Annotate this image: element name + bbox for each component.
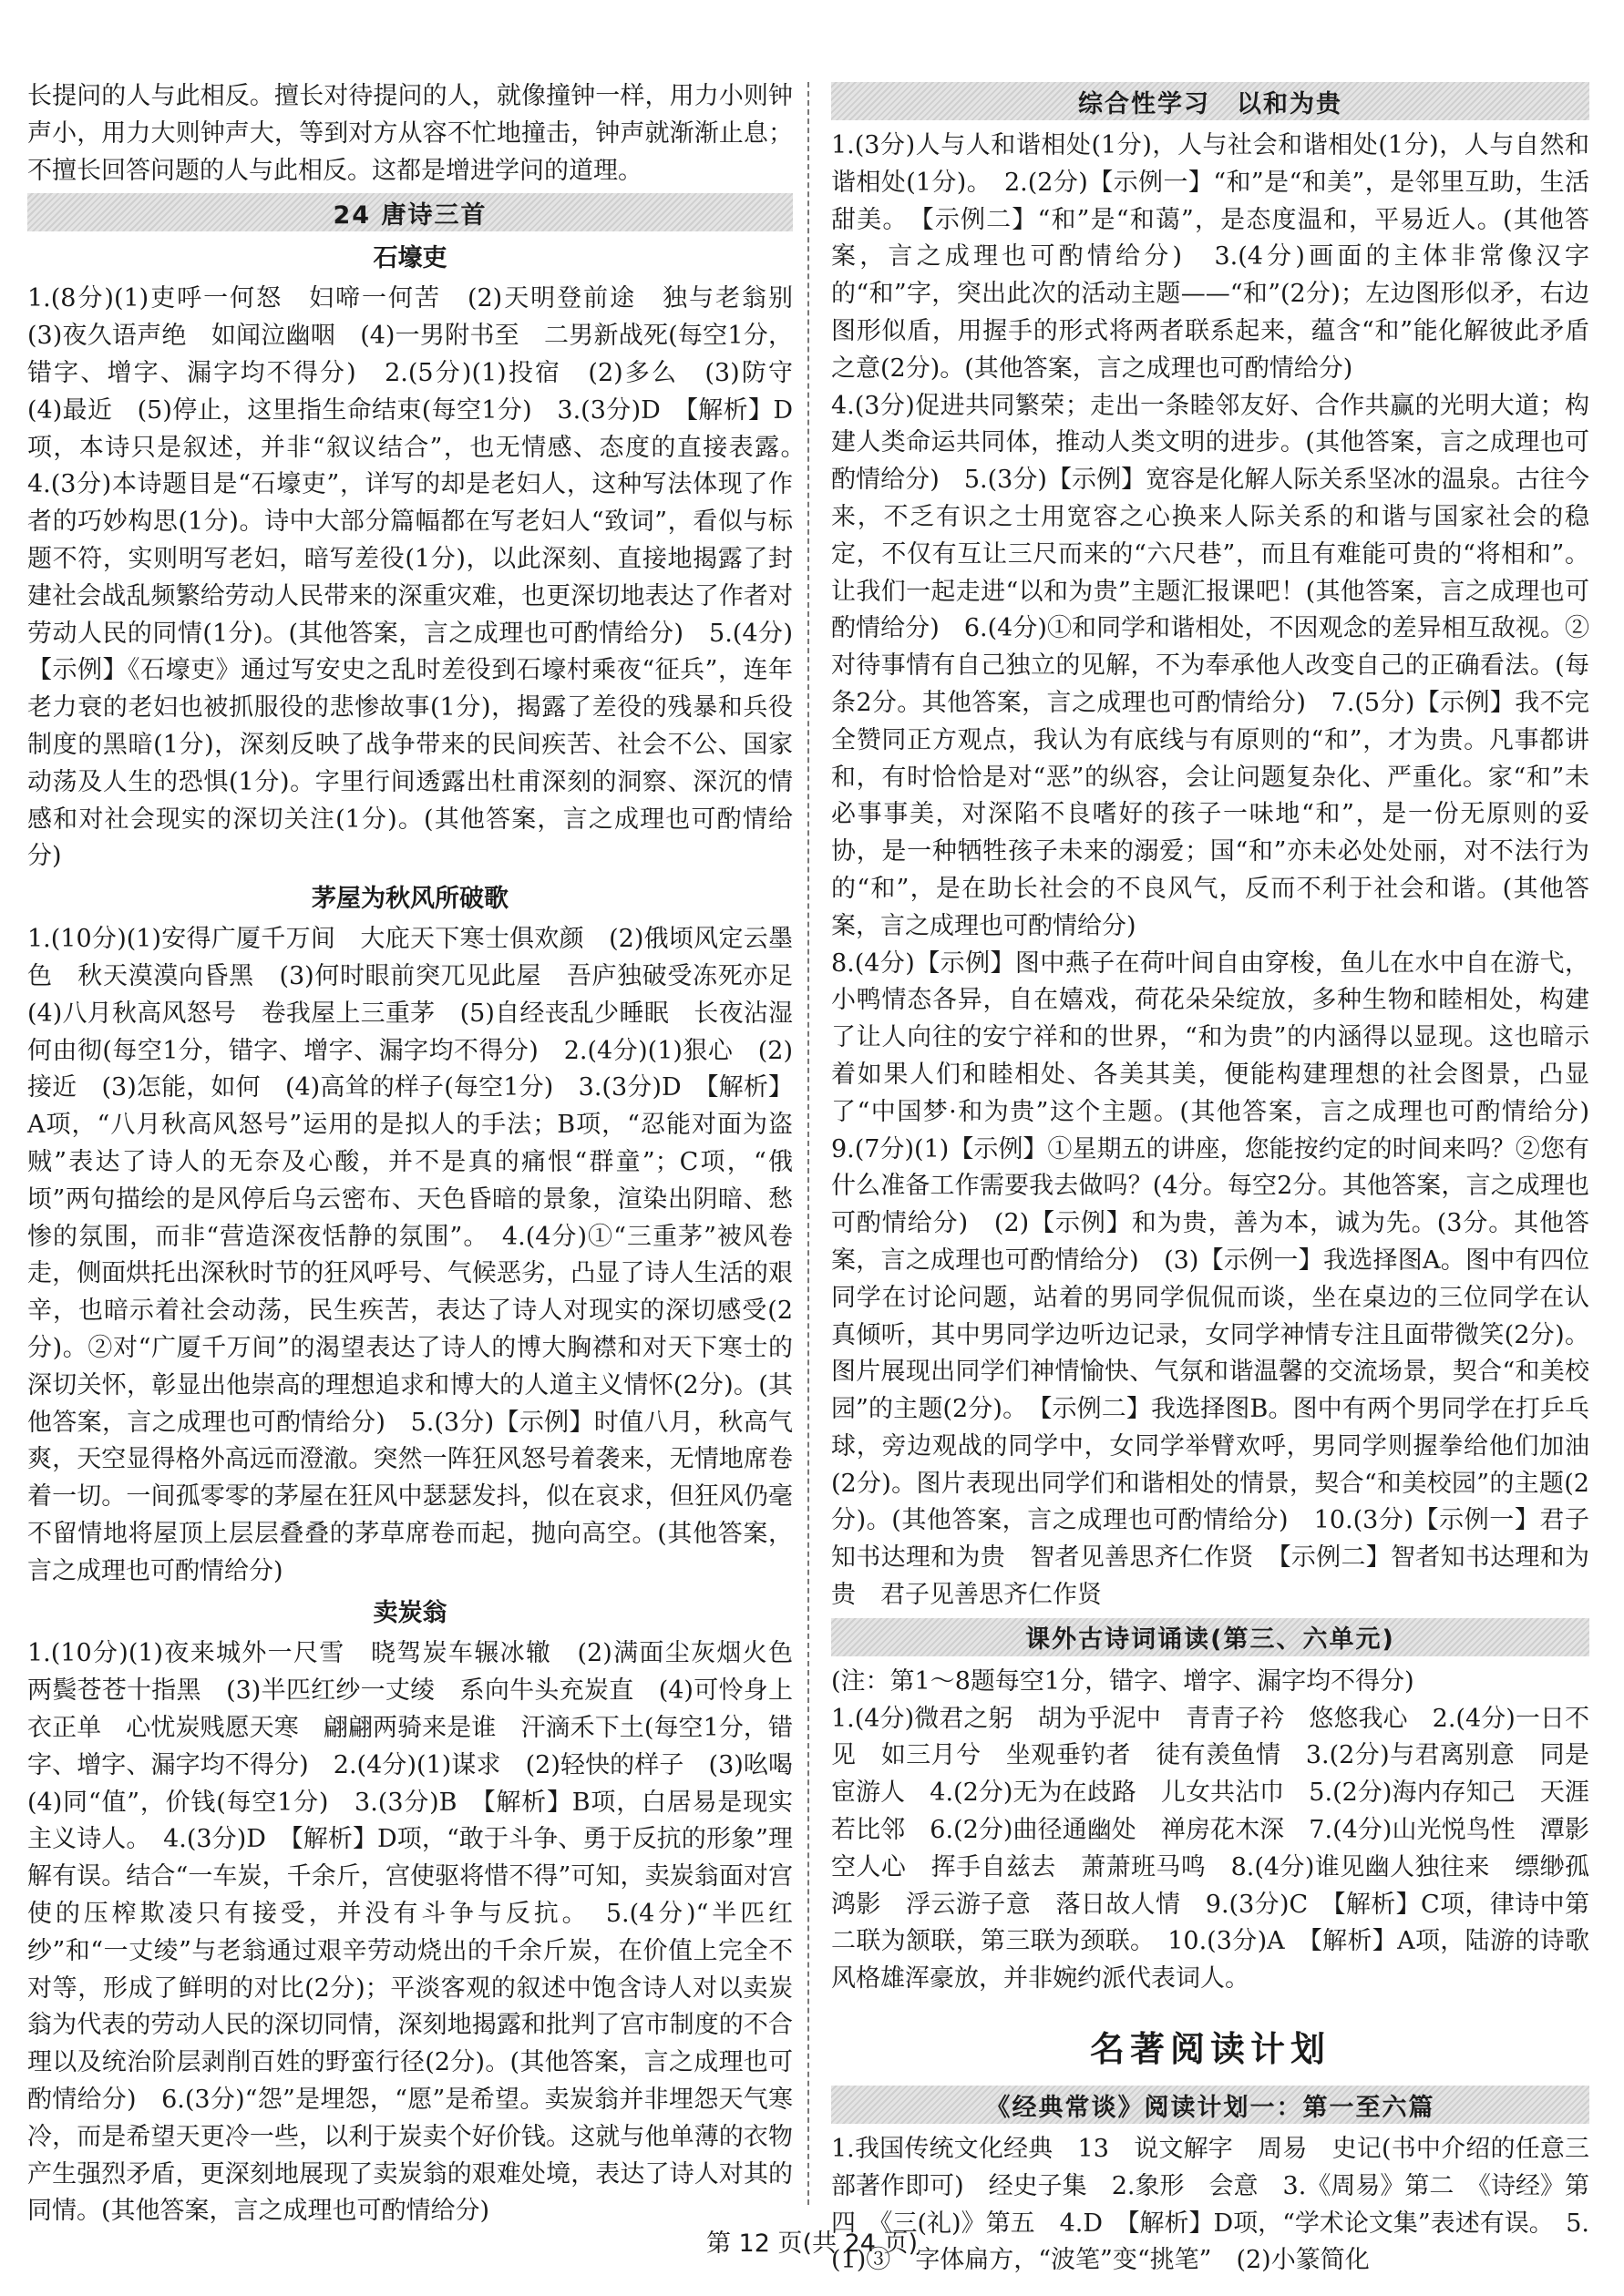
section-band-ancient-poems: 课外古诗词诵读(第三、六单元) [831, 1618, 1589, 1656]
page-number: 第 12 页(共 24 页) [705, 2229, 919, 2258]
section-band-tang-poems: 24 唐诗三首 [27, 193, 793, 231]
answers-ancient-poems: (注：第1～8题每空1分，错字、增字、漏字均不得分) 1.(4分)微君之躬 胡为乎泥中 青青子衿 悠悠我心 2.(4分)一日不见 如三月兮 坐观垂钓者 徒有羡鱼情 3.(2分)与君离别意 同是宦游人 4.(2分)无为在歧路 儿女共沾巾 5.(2分)海内存知己 天涯若比邻 6.(2分)曲径通幽处 禅房花木深 7.(4分)山光悦鸟性 潭影空人心 挥手自兹去 萧萧班马鸣 8.(4分)谁见幽人独往来 缥缈孤鸿影 浮云游子意 落日故人情 9.(3分)C 【解析】C项，律诗中第二联为颔联，第三联为颈联。 10.(3分)A 【解析】A项，陆游的诗歌风格雄浑豪放，并非婉约派代表词人。 [831, 1666, 1589, 1994]
subsection-title-maitanweng: 卖炭翁 [373, 1599, 447, 1628]
subsection-title-shihaoli: 石壕吏 [373, 244, 447, 273]
left-column [27, 78, 817, 2230]
answers-jingdian: 1.我国传统文化经典 13 说文解字 周易 史记(书中介绍的任意三部著作即可) 经史子集 2.象形 会意 3.《周易》第二 《诗经》第四 《三(礼)》第五 4.D 【解析】D项，“学术论文集”表述有误。 5.(1)③ 字体扁方，“波笔”变“挑笔” (2)小篆简化 [831, 2135, 1589, 2275]
section-band-jingdian: 《经典常谈》阅读计划一：第一至六篇 [831, 2086, 1589, 2124]
right-column [831, 78, 1589, 2280]
carryover-paragraph: 长提问的人与此相反。擅长对待提问的人，就像撞钟一样，用力小则钟声小，用力大则钟声大，等到对方从容不忙地撞击，钟声就渐渐止息；不擅长回答问题的人与此相反。这都是增进学问的道理。 [27, 82, 793, 185]
answers-maitanweng: 1.(10分)(1)夜来城外一尺雪 晓驾炭车辗冰辙 (2)满面尘灰烟火色 两鬓苍苍十指黑 (3)半匹红纱一丈绫 系向牛头充炭直 (4)可怜身上衣正单 心忧炭贱愿天寒 翩翩两骑来是谁 汗滴禾下土(每空1分，错字、增字、漏字均不得分) 2.(4分)(1)谋求 (2)轻快的样子 (3)吆喝 (4)同“值”，价钱(每空1分) 3.(3分)B 【解析】B项，白居易是现实主义诗人。 4.(3分)D 【解析】D项，“敢于斗争、勇于反抗的形象”理解有误。结合“一车炭，千余斤，宫使驱将惜不得”可知，卖炭翁面对宫使的压榨欺凌只有接受，并没有斗争与反抗。 5.(4分)“半匹红纱”和“一丈绫”与老翁通过艰辛劳动烧出的千余斤炭，在价值上完全不对等，形成了鲜明的对比(2分)；平淡客观的叙述中饱含诗人对以卖炭翁为代表的劳动人民的深切同情，深刻地揭露和批判了宫市制度的不合理以及统治阶层剥削百姓的野蛮行径(2分)。(其他答案，言之成理也可酌情给分) 6.(3分)“怨”是埋怨，“愿”是希望。卖炭翁并非埋怨天气寒冷，而是希望天更冷一些，以利于炭卖个好价钱。这就与他单薄的衣物产生强烈矛盾，更深刻地展现了卖炭翁的艰难处境，表达了诗人对其的同情。(其他答案，言之成理也可酌情给分) [27, 1639, 817, 2226]
column-divider [807, 82, 809, 2205]
subsection-title-maowu: 茅屋为秋风所破歌 [312, 885, 509, 914]
reading-plan-title: 名著阅读计划 [1089, 2029, 1331, 2070]
section-band-yihe: 综合性学习 以和为贵 [831, 82, 1589, 120]
answers-shihaoli: 1.(8分)(1)吏呼一何怒 妇啼一何苦 (2)天明登前途 独与老翁别 (3)夜久语声绝 如闻泣幽咽 (4)一男附书至 二男新战死(每空1分，错字、增字、漏字均不得分) 2.(5分)(1)投宿 (2)多么 (3)防守 (4)最近 (5)停止，这里指生命结束(每空1分) 3.(3分)D 【解析】D项，本诗只是叙述，并非“叙议结合”，也无情感、态度的直接表露。 4.(3分)本诗题目是“石壕吏”，详写的却是老妇人，这种写法体现了作者的巧妙构思(1分)。诗中大部分篇幅都在写老妇人“致词”，看似与标题不符，实则明写老妇，暗写差役(1分)，以此深刻、直接地揭露了封建社会战乱频繁给劳动人民带来的深重灾难，也更深切地表达了作者对劳动人民的同情(1分)。(其他答案，言之成理也可酌情给分) 5.(4分)【示例】《石壕吏》通过写安史之乱时差役到石壕村乘夜“征兵”，连年老力衰的老妇也被抓服役的悲惨故事(1分)，揭露了差役的残暴和兵役制度的黑暗(1分)，深刻反映了战争带来的民间疾苦、社会不公、国家动荡及人生的恐惧(1分)。字里行间透露出杜甫深刻的洞察、深沉的情感和对社会现实的深切关注(1分)。(其他答案，言之成理也可酌情给分) [27, 284, 817, 871]
answers-yihe: 1.(3分)人与人和谐相处(1分)，人与社会和谐相处(1分)，人与自然和谐相处(1分)。 2.(2分)【示例一】“和”是“和美”，是邻里互助，生活甜美。 【示例二】“和”是“和蔼”，是态度温和，平易近人。(其他答案，言之成理也可酌情给分) 3.(4分)画面的主体非常像汉字的“和”字，突出此次的活动主题——“和”(2分)；左边图形似矛，右边图形似盾，用握手的形式将两者联系起来，蕴含“和”能化解彼此矛盾之意(2分)。(其他答案，言之成理也可酌情给分) 4.(3分)促进共同繁荣；走出一条睦邻友好、合作共赢的光明大道；构建人类命运共同体，推动人类文明的进步。(其他答案，言之成理也可酌情给分) 5.(3分)【示例】宽容是化解人际关系坚冰的温泉。古往今来，不乏有识之士用宽容之心换来人际关系的和谐与国家社会的稳定，不仅有互让三尺而来的“六尺巷”，而且有难能可贵的“将相和”。让我们一起走进“以和为贵”主题汇报课吧！(其他答案，言之成理也可酌情给分) 6.(4分)①和同学和谐相处，不因观念的差异相互敌视。②对待事情有自己独立的见解，不为奉承他人改变自己的正确看法。(每条2分。其他答案，言之成理也可酌情给分) 7.(5分)【示例】我不完全赞同正方观点，我认为有底线与有原则的“和”，才为贵。凡事都讲和，有时恰恰是对“恶”的纵容，会让问题复杂化、严重化。家“和”未必事事美，对深陷不良嗜好的孩子一味地“和”，是一份无原则的妥协，是一种牺牲孩子未来的溺爱；国“和”亦未必处处丽，对不法行为的“和”，是在助长社会的不良风气，反而不利于社会和谐。(其他答案，言之成理也可酌情给分) 8.(4分)【示例】图中燕子在荷叶间自由穿梭，鱼儿在水中自在游弋，小鸭情态各异，自在嬉戏，荷花朵朵绽放，多种生物和睦相处，构建了让人向往的安宁祥和的世界，“和为贵”的内涵得以显现。这也暗示着如果人们和睦相处、各美其美，便能构建理想的社会图景，凸显了“中国梦·和为贵”这个主题。(其他答案，言之成理也可酌情给分) 9.(7分)(1)【示例】①星期五的讲座，您能按约定的时间来吗？②您有什么准备工作需要我去做吗？(4分。每空2分。其他答案，言之成理也可酌情给分) (2)【示例】和为贵，善为本，诚为先。(3分。其他答案，言之成理也可酌情给分) (3)【示例一】我选择图A。图中有四位同学在讨论问题，站着的男同学侃侃而谈，坐在桌边的三位同学在认真倾听，其中男同学边听边记录，女同学神情专注且面带微笑(2分)。图片展现出同学们神情愉快、气氛和谐温馨的交流场景，契合“和美校园”的主题(2分)。 【示例二】我选择图B。图中有两个男同学在打乒乓球，旁边观战的同学中，女同学举臂欢呼，男同学则握拳给他们加油(2分)。图片表现出同学们和谐相处的情景，契合“和美校园”的主题(2分)。(其他答案，言之成理也可酌情给分) 10.(3分)【示例一】君子知书达理和为贵 智者见善思齐仁作贤 【示例二】智者知书达理和为贵 君子见善思齐仁作贤 [831, 131, 1589, 1610]
answers-maowu: 1.(10分)(1)安得广厦千万间 大庇天下寒士俱欢颜 (2)俄顷风定云墨色 秋天漠漠向昏黑 (3)何时眼前突兀见此屋 吾庐独破受冻死亦足 (4)八月秋高风怒号 卷我屋上三重茅 (5)自经丧乱少睡眠 长夜沾湿何由彻(每空1分，错字、增字、漏字均不得分) 2.(4分)(1)狠心 (2)接近 (3)怎能，如何 (4)高耸的样子(每空1分) 3.(3分)D 【解析】A项，“八月秋高风怒号”运用的是拟人的手法；B项，“忍能对面为盗贼”表达了诗人的无奈及心酸，并不是真的痛恨“群童”；C项，“俄顷”两句描绘的是风停后乌云密布、天色昏暗的景象，渲染出阴暗、愁惨的氛围，而非“营造深夜恬静的氛围”。 4.(4分)①“三重茅”被风卷走，侧面烘托出深秋时节的狂风呼号、气候恶劣，凸显了诗人生活的艰辛，也暗示着社会动荡，民生疾苦，表达了诗人对现实的深切感受(2分)。②对“广厦千万间”的渴望表达了诗人的博大胸襟和对天下寒士的深切关怀，彰显出他崇高的理想追求和博大的人道主义情怀(2分)。(其他答案，言之成理也可酌情给分) 5.(3分)【示例】时值八月，秋高气爽，天空显得格外高远而澄澈。突然一阵狂风怒号着袭来，无情地席卷着一切。一间孤零零的茅屋在狂风中瑟瑟发抖，似在哀求，但狂风仍毫不留情地将屋顶上层层叠叠的茅草席卷而起，抛向高空。(其他答案，言之成理也可酌情给分) [27, 925, 817, 1585]
